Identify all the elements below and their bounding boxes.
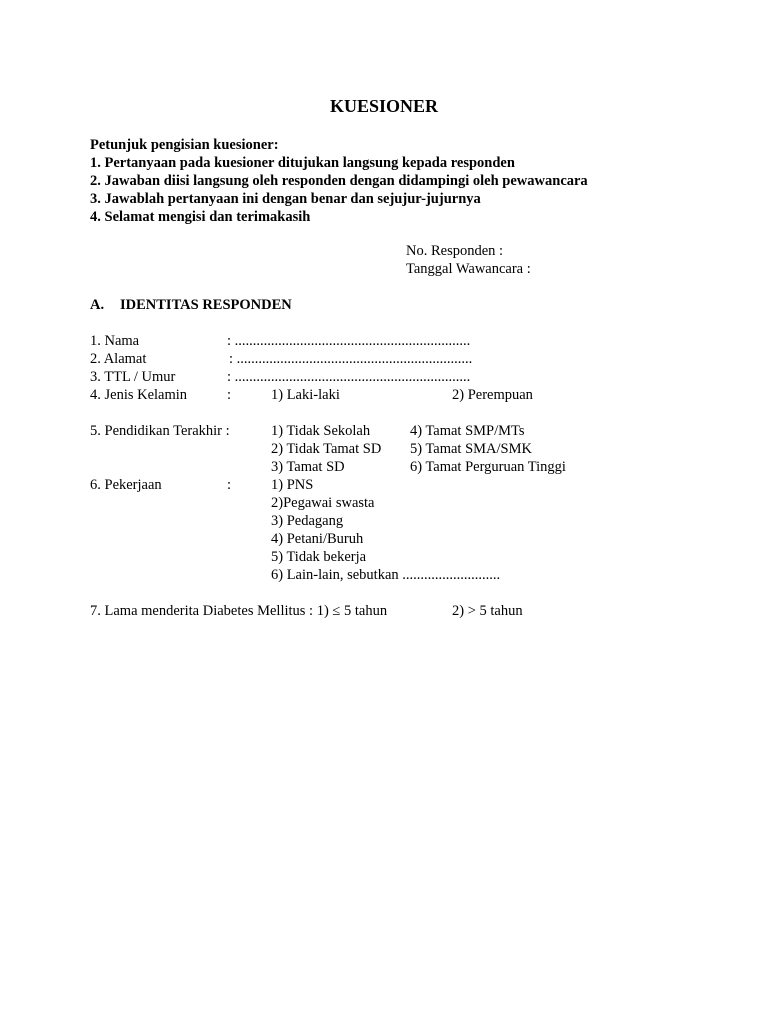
option-item: 2) Tidak Tamat SD [271, 441, 382, 457]
field-label: 2. Alamat [90, 351, 147, 367]
section-letter: A. [90, 297, 105, 313]
option-item: 3) Tamat SD [271, 459, 345, 475]
option-item: 3) Pedagang [271, 513, 344, 529]
field-blank: : ................................................................. [229, 351, 473, 367]
interview-date-label: Tanggal Wawancara : [406, 261, 531, 277]
field-label: 1. Nama [90, 333, 140, 349]
field-label: 6. Pekerjaan [90, 477, 162, 493]
instruction-item: 1. Pertanyaan pada kuesioner ditujukan langsung kepada responden [90, 155, 515, 171]
document-title: KUESIONER [329, 96, 439, 116]
instruction-item: 3. Jawablah pertanyaan ini dengan benar dan sejujur-jujurnya [90, 191, 481, 207]
option-item: 2) Perempuan [452, 387, 533, 403]
option-item: 4) Tamat SMP/MTs [410, 423, 525, 439]
field-blank: : ................................................................. [227, 369, 471, 385]
field-colon: : [227, 477, 232, 493]
option-item: 4) Petani/Buruh [271, 531, 364, 547]
field-colon: : [227, 387, 232, 403]
option-item: 1) PNS [271, 477, 314, 493]
option-item: 1) Tidak Sekolah [271, 423, 371, 439]
instruction-item: 2. Jawaban diisi langsung oleh responden dengan didampingi oleh pewawancara [90, 173, 588, 189]
option-item: 5) Tamat SMA/SMK [410, 441, 532, 457]
section-title: IDENTITAS RESPONDEN [120, 297, 292, 313]
option-item: 5) Tidak bekerja [271, 549, 367, 565]
field-label: 3. TTL / Umur [90, 369, 176, 385]
option-item: 1) Laki-laki [271, 387, 340, 403]
option-item: 6) Lain-lain, sebutkan ........................... [271, 567, 501, 583]
field-label: 7. Lama menderita Diabetes Mellitus : 1) ≤ 5 tahun [90, 603, 388, 619]
field-label: 5. Pendidikan Terakhir : [90, 423, 230, 439]
instruction-item: 4. Selamat mengisi dan terimakasih [90, 209, 311, 225]
option-item: 6) Tamat Perguruan Tinggi [410, 459, 566, 475]
option-item: 2) > 5 tahun [452, 603, 523, 619]
field-blank: : ................................................................. [227, 333, 471, 349]
field-label: 4. Jenis Kelamin [90, 387, 188, 403]
responden-number-label: No. Responden : [406, 243, 504, 259]
instructions-heading: Petunjuk pengisian kuesioner: [90, 137, 279, 153]
option-item: 2)Pegawai swasta [271, 495, 375, 511]
